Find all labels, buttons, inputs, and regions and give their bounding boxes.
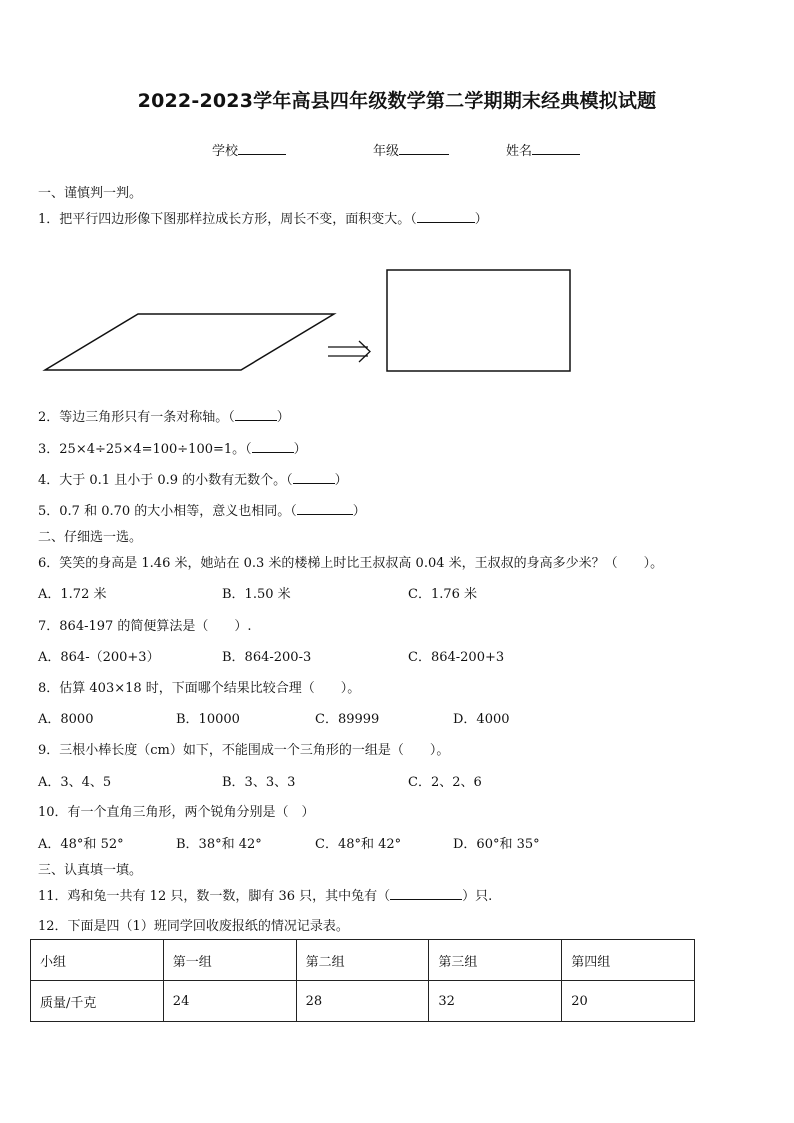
q10-option-a[interactable]: A．48°和 52° [38,837,124,852]
section-heading-3: 三、认真填一填。 [38,863,143,878]
question-11-text: 11．鸡和兔一共有 12 只，数一数，脚有 36 只，其中兔有（ [38,889,391,904]
q6-option-c[interactable]: C．1.76 米 [408,587,478,602]
answer-blank-2[interactable] [235,407,277,421]
parallelogram-shape [45,314,334,370]
table-row [31,940,695,981]
answer-blank-5[interactable] [297,501,353,515]
table-header-cell: 第四组 [562,940,695,981]
parallelogram-to-rectangle-diagram [0,0,794,400]
question-3 [38,438,307,457]
table-cell: 24 [163,981,296,1022]
table-cell: 质量/千克 [31,981,164,1022]
page-title: 2022-2023学年高县四年级数学第二学期期末经典模拟试题 [137,90,657,112]
q7-option-a[interactable]: A．864-（200+3） [38,650,160,665]
section-heading-2: 二、仔细选一选。 [38,530,143,545]
question-4 [38,469,348,488]
table-header-cell: 第一组 [163,940,296,981]
q9-option-c[interactable]: C．2、2、6 [408,775,482,790]
answer-blank-11[interactable] [390,886,462,900]
double-arrow-icon [328,341,370,362]
q10-option-d[interactable]: D．60°和 35° [453,837,540,852]
q8-option-c[interactable]: C．89999 [315,712,380,727]
table-cell: 32 [429,981,562,1022]
recycling-record-table [30,939,695,1022]
question-4-tail: ） [334,473,348,488]
q8-option-d[interactable]: D．4000 [453,712,510,727]
question-6: 6．笑笑的身高是 1.46 米，她站在 0.3 米的楼梯上时比王叔叔高 0.04 米，王叔叔的身高多少米？（ ）。 [38,556,664,571]
question-5-tail: ） [352,504,366,519]
question-2-tail: ） [276,410,290,425]
question-8: 8．估算 403×18 时，下面哪个结果比较合理（ ）。 [38,681,361,696]
q8-option-a[interactable]: A．8000 [38,712,94,727]
question-3-text: 3．25×4÷25×4=100÷100=1。（ [38,442,252,457]
table-cell: 28 [296,981,429,1022]
q6-option-a[interactable]: A．1.72 米 [38,587,107,602]
question-3-tail: ） [293,442,307,457]
grade-label: 年级 [373,144,400,159]
q10-option-b[interactable]: B．38°和 42° [176,837,262,852]
question-4-text: 4．大于 0.1 且小于 0.9 的小数有无数个。（ [38,473,293,488]
question-7: 7．864-197 的简便算法是（ ）. [38,619,252,634]
question-2 [38,406,290,425]
q7-option-c[interactable]: C．864-200+3 [408,650,505,665]
question-11 [38,885,492,904]
answer-blank-3[interactable] [252,439,294,453]
table-header-cell: 小组 [31,940,164,981]
q6-option-b[interactable]: B．1.50 米 [222,587,291,602]
section-heading-1: 一、谨慎判一判。 [38,186,143,201]
question-2-text: 2．等边三角形只有一条对称轴。（ [38,410,235,425]
table-header-cell: 第三组 [429,940,562,981]
question-9: 9．三根小棒长度（cm）如下，不能围成一个三角形的一组是（ ）。 [38,743,450,758]
question-5-text: 5．0.7 和 0.70 的大小相等，意义也相同。（ [38,504,297,519]
table-cell: 20 [562,981,695,1022]
question-5 [38,500,366,519]
q8-option-b[interactable]: B．10000 [176,712,240,727]
q9-option-b[interactable]: B．3、3、3 [222,775,296,790]
rectangle-shape [387,270,570,371]
question-10: 10．有一个直角三角形，两个锐角分别是（ ） [38,805,315,820]
question-1-text: 1．把平行四边形像下图那样拉成长方形，周长不变，面积变大。（ [38,212,417,227]
q9-option-a[interactable]: A．3、4、5 [38,775,112,790]
table-row [31,981,695,1022]
answer-blank-4[interactable] [293,470,335,484]
question-12: 12．下面是四（1）班同学回收废报纸的情况记录表。 [38,919,349,934]
question-1-tail: ） [474,212,488,227]
school-label: 学校 [212,144,239,159]
q10-option-c[interactable]: C．48°和 42° [315,837,402,852]
q7-option-b[interactable]: B．864-200-3 [222,650,312,665]
table-header-cell: 第二组 [296,940,429,981]
question-11-tail: ）只. [462,889,493,904]
name-label: 姓名 [506,144,533,159]
